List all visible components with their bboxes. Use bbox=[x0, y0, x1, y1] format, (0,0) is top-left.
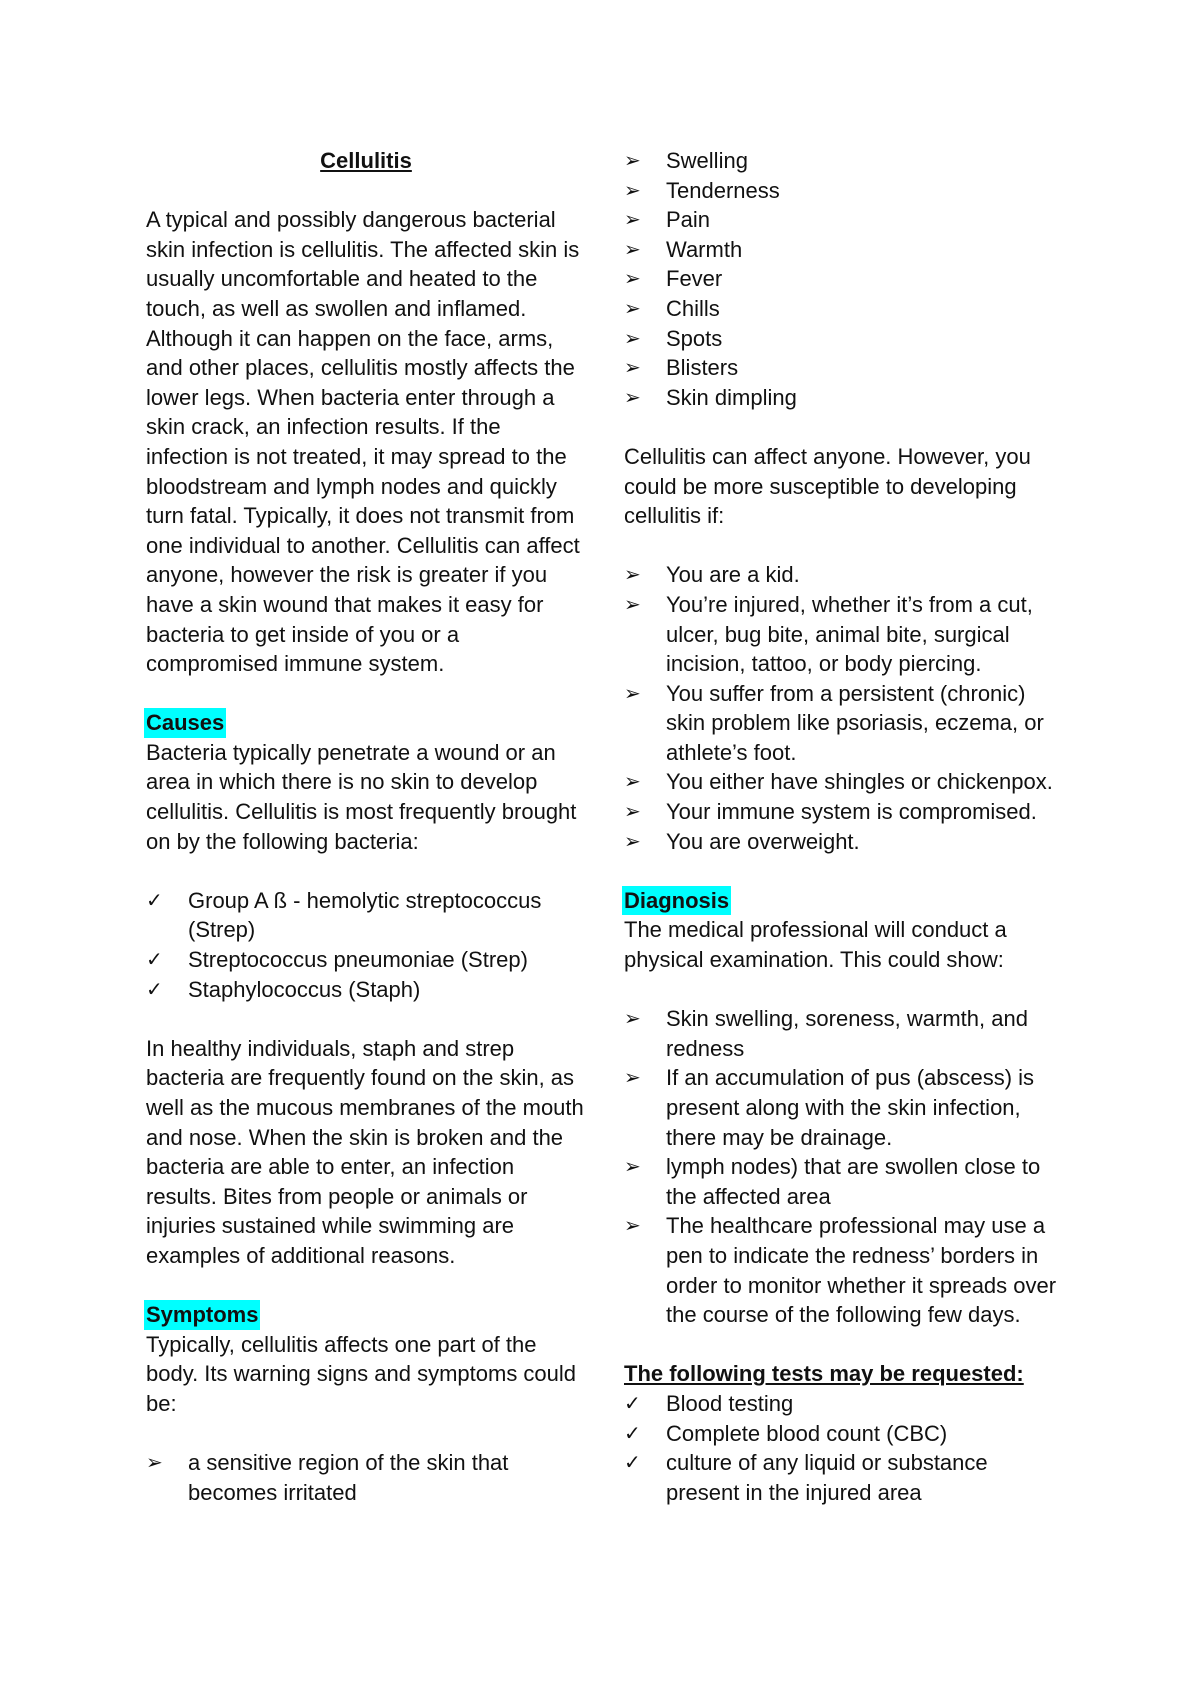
arrow-bullet-icon: ➢ bbox=[624, 148, 641, 172]
arrow-bullet-icon: ➢ bbox=[624, 828, 641, 853]
arrow-bullet-icon: ➢ bbox=[624, 1154, 641, 1179]
check-icon: ✓ bbox=[146, 947, 163, 972]
list-item: ➢ Chills bbox=[624, 294, 1064, 324]
intro-paragraph: A typical and possibly dangerous bacterial skin infection is cellulitis. The affected skin is usually uncomfortable and heated to the touch, as well as swollen and inflamed. Although it can happen on the face, arms, and other places, cellulitis mostly affects the lower legs. When bacteria enter through a skin crack, an infection results. If the infection is not treated, it may spread to the bloodstream and lymph nodes and quickly turn fatal. Typically, it does not transmit from one individual to another. Cellulitis can affect anyone, however the risk is greater if you have a skin wound that makes it easy for bacteria to get inside of you or a compromised immune system. bbox=[146, 207, 580, 677]
left-column bbox=[146, 146, 586, 1507]
list-item: ➢ Fever bbox=[624, 264, 1064, 294]
symptoms-paragraph: Typically, cellulitis affects one part of the body. Its warning signs and symptoms could be: bbox=[146, 1331, 577, 1416]
list-item: ✓ culture of any liquid or substance present in the injured area bbox=[624, 1450, 988, 1505]
causes-paragraph: Bacteria typically penetrate a wound or an area in which there is no skin to develop cellulitis. Cellulitis is most frequently brought on by the following bacteria: bbox=[146, 739, 577, 854]
list-item: ➢ You either have shingles or chickenpox. bbox=[624, 767, 1064, 797]
arrow-bullet-icon: ➢ bbox=[624, 591, 641, 616]
arrow-bullet-icon: ➢ bbox=[624, 325, 641, 350]
list-item: ✓ Group A ß - hemolytic streptococcus (Strep) bbox=[146, 887, 542, 943]
list-item: ➢ Skin dimpling bbox=[624, 383, 1064, 413]
list-item: ➢ Your immune system is compromised. bbox=[624, 797, 1064, 827]
diagnosis-paragraph: The medical professional will conduct a physical examination. This could show: bbox=[624, 917, 1007, 973]
check-icon: ✓ bbox=[146, 976, 163, 1001]
risk-list bbox=[624, 560, 1064, 856]
list-item: ➢ a sensitive region of the skin that becomes irritated bbox=[146, 1450, 509, 1505]
bacteria-list bbox=[146, 886, 586, 1004]
right-column bbox=[624, 146, 1064, 1507]
list-item: ➢ Blisters bbox=[624, 353, 1064, 383]
list-item: ➢ Tenderness bbox=[624, 176, 1064, 206]
check-icon: ✓ bbox=[146, 887, 163, 912]
arrow-bullet-icon: ➢ bbox=[624, 177, 641, 202]
diagnosis-heading: Diagnosis bbox=[622, 886, 731, 916]
arrow-bullet-icon: ➢ bbox=[624, 562, 641, 587]
list-item: ➢ Swelling bbox=[624, 146, 1064, 176]
arrow-bullet-icon: ➢ bbox=[146, 1450, 163, 1475]
list-item: ➢ Warmth bbox=[624, 235, 1064, 265]
arrow-bullet-icon: ➢ bbox=[624, 207, 641, 232]
tests-list bbox=[624, 1389, 1064, 1507]
check-icon: ✓ bbox=[624, 1450, 641, 1475]
list-item: ➢ You are overweight. bbox=[624, 827, 1064, 857]
tests-heading: The following tests may be requested: bbox=[624, 1361, 1024, 1387]
arrow-bullet-icon: ➢ bbox=[624, 266, 641, 291]
arrow-bullet-icon: ➢ bbox=[624, 799, 641, 824]
list-item: ➢ lymph nodes) that are swollen close to the affected area bbox=[624, 1154, 1041, 1209]
list-item: ➢ If an accumulation of pus (abscess) is present along with the skin infection, there may be drainage. bbox=[624, 1065, 1035, 1150]
document-title: Cellulitis bbox=[320, 148, 412, 173]
arrow-bullet-icon: ➢ bbox=[624, 355, 641, 380]
causes-paragraph-2: In healthy individuals, staph and strep bacteria are frequently found on the skin, as well as the mucous membranes of the mouth and nose. When the skin is broken and the bacteria are able to enter, an infection results. Bites from people or animals or injuries sustained while swimming are examples of additional reasons. bbox=[146, 1035, 584, 1268]
arrow-bullet-icon: ➢ bbox=[624, 769, 641, 794]
arrow-bullet-icon: ➢ bbox=[624, 1006, 641, 1031]
symptoms-list-start bbox=[146, 1448, 586, 1507]
list-item: ➢ The healthcare professional may use a pen to indicate the redness’ borders in order to monitor whether it spreads over the course of the following few days. bbox=[624, 1213, 1057, 1328]
list-item: ✓ Streptococcus pneumoniae (Strep) bbox=[146, 945, 586, 975]
list-item: ✓ Staphylococcus (Staph) bbox=[146, 975, 586, 1005]
symptoms-heading: Symptoms bbox=[144, 1300, 260, 1330]
list-item: ➢ Skin swelling, soreness, warmth, and redness bbox=[624, 1006, 1028, 1061]
arrow-bullet-icon: ➢ bbox=[624, 384, 641, 409]
arrow-bullet-icon: ➢ bbox=[624, 1065, 641, 1090]
check-icon: ✓ bbox=[624, 1420, 641, 1445]
arrow-bullet-icon: ➢ bbox=[624, 1213, 641, 1238]
diagnosis-list bbox=[624, 1004, 1064, 1330]
list-item: ➢ You suffer from a persistent (chronic) skin problem like psoriasis, eczema, or athlete’s foot. bbox=[624, 680, 1044, 765]
risk-paragraph: Cellulitis can affect anyone. However, you could be more susceptible to developing cellulitis if: bbox=[624, 443, 1031, 529]
check-icon: ✓ bbox=[624, 1390, 641, 1415]
symptoms-list bbox=[624, 146, 1064, 412]
list-item: ➢ Pain bbox=[624, 205, 1064, 235]
list-item: ➢ Spots bbox=[624, 324, 1064, 354]
list-item: ✓ Complete blood count (CBC) bbox=[624, 1419, 1064, 1449]
arrow-bullet-icon: ➢ bbox=[624, 680, 641, 705]
list-item: ➢ You’re injured, whether it’s from a cut, ulcer, bug bite, animal bite, surgical incision, tattoo, or body piercing. bbox=[624, 591, 1033, 677]
arrow-bullet-icon: ➢ bbox=[624, 236, 641, 261]
list-item: ✓ Blood testing bbox=[624, 1389, 1064, 1419]
causes-heading: Causes bbox=[144, 708, 226, 738]
arrow-bullet-icon: ➢ bbox=[624, 295, 641, 320]
list-item: ➢ You are a kid. bbox=[624, 560, 1064, 590]
